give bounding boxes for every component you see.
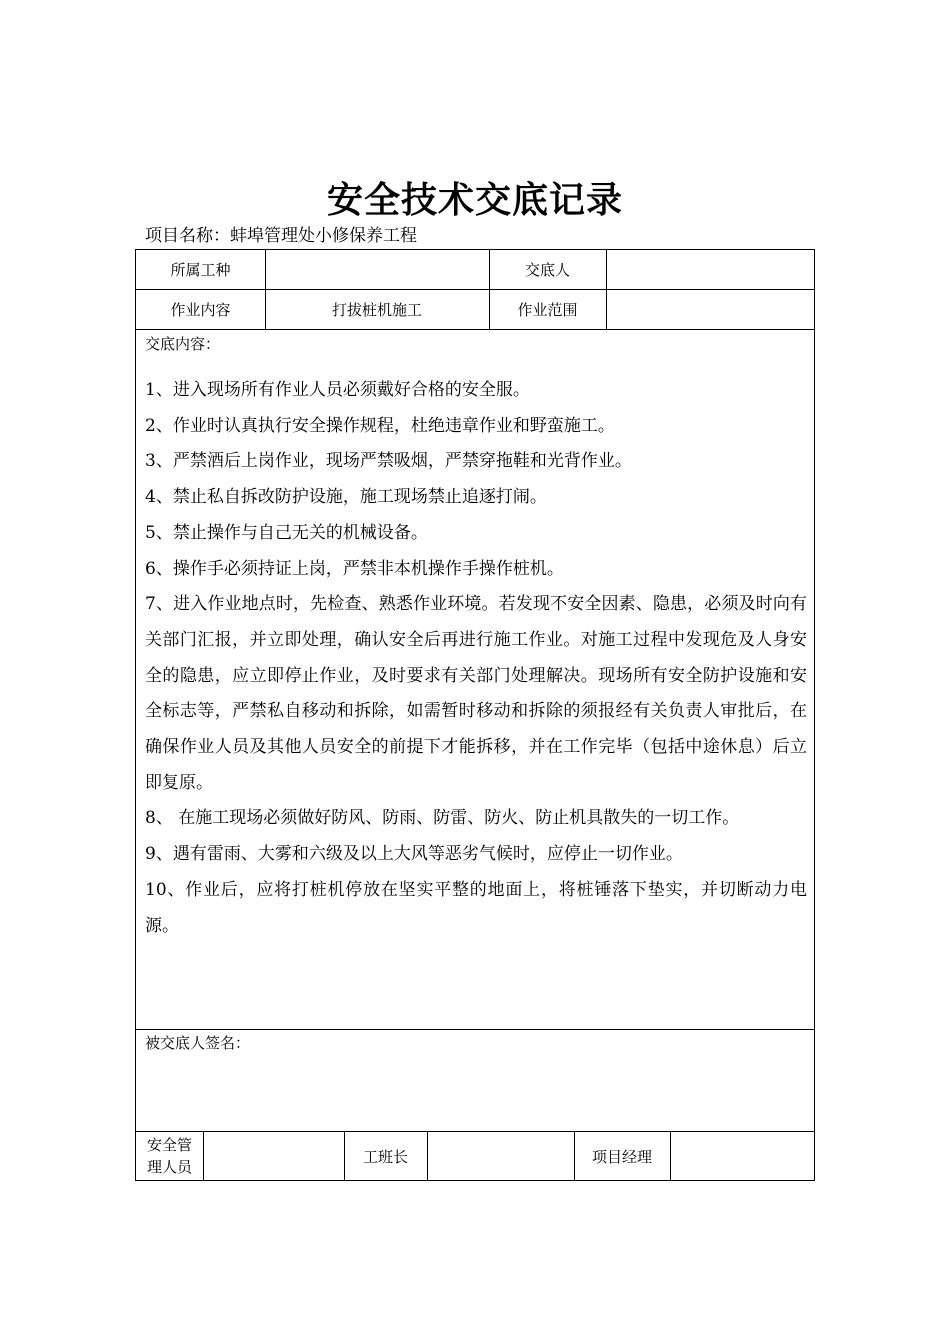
disclosure-table [135,249,815,1181]
content-item: 4、禁止私自拆改防护设施，施工现场禁止追逐打闹。 [145,487,547,508]
trade-value [265,250,489,289]
work-content-value: 打拔桩机施工 [331,301,422,319]
project-manager-value [670,1132,814,1180]
safety-manager-value [203,1132,344,1180]
project-name: 项目名称：蚌埠管理处小修保养工程 [145,226,417,246]
signee-label: 被交底人签名： [145,1034,251,1052]
work-scope-value [606,290,814,329]
content-item: 6、操作手必须持证上岗，严禁非本机操作手操作桩机。 [145,558,564,579]
content-item: 7、进入作业地点时，先检查、熟悉作业环境。若发现不安全因素、隐患，必须及时向有关部门汇报，并立即处理，确认安全后再进行施工作业。对施工过程中发现危及人身安全的隐患，应立即停止作业，及时要求有关部门处理解决。现场所有安全防护设施和安全标志等，严禁私自移动和拆除，如需暂时移动和拆除的须报经有关负责人审批后，在确保作业人员及其他人员安全的前提下才能拆移，并在工作完毕（包括中途休息）后立即复原。 [145,594,807,793]
trade-label: 所属工种 [170,261,231,279]
content-item: 5、禁止操作与自己无关的机械设备。 [145,522,428,543]
team-leader-label: 工班长 [362,1147,408,1166]
content-item: 3、严禁酒后上岗作业，现场严禁吸烟，严禁穿拖鞋和光背作业。 [145,451,632,472]
content-item: 2、作业时认真执行安全操作规程，杜绝违章作业和野蛮施工。 [145,415,615,436]
content-item: 10、作业后，应将打桩机停放在坚实平整的地面上，将桩锤落下垫实，并切断动力电源。 [145,879,807,936]
discloser-value [606,250,814,289]
content-item: 9、遇有雷雨、大雾和六级及以上大风等恶劣气候时，应停止一切作业。 [145,844,683,865]
work-content-label: 作业内容 [170,301,231,319]
document-title: 安全技术交底记录 [326,179,623,221]
disclosure-content [145,373,807,944]
content-label: 交底内容： [145,335,221,353]
content-item: 8、 在施工现场必须做好防风、防雨、防雷、防火、防止机具散失的一切工作。 [145,808,740,829]
safety-manager-label [136,1132,203,1180]
team-leader-value [427,1132,574,1180]
safety-manager-line2: 理人员 [146,1158,192,1176]
work-scope-label: 作业范围 [517,301,578,319]
project-manager-label: 项目经理 [591,1147,652,1166]
discloser-label: 交底人 [524,261,570,279]
safety-manager-line1: 安全管 [146,1136,192,1154]
content-item: 1、进入现场所有作业人员必须戴好合格的安全服。 [145,380,530,400]
